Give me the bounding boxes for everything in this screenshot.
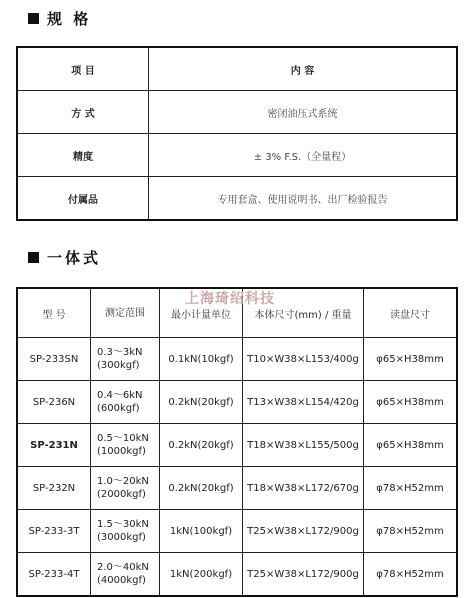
size-cell: T25×W38×L172/900g	[243, 553, 364, 597]
spec-table	[16, 46, 458, 221]
square-bullet-icon	[28, 252, 39, 263]
range-cell	[91, 381, 160, 424]
range-kn: 1.0～20kN	[97, 476, 149, 487]
size-cell: T13×W38×L154/420g	[243, 381, 364, 424]
unit-cell: 0.1kN(10kgf)	[160, 338, 243, 381]
dial-cell: φ78×H52mm	[364, 510, 458, 553]
unit-cell: 0.2kN(20kgf)	[160, 424, 243, 467]
spec-row	[17, 177, 457, 221]
table-row	[17, 553, 457, 597]
size-cell: T25×W38×L172/900g	[243, 510, 364, 553]
spec-key: 精度	[17, 134, 149, 177]
model-cell: SP-232N	[17, 467, 91, 510]
range-kgf: (3000kgf)	[97, 532, 146, 543]
column-header: 读盘尺寸	[364, 288, 458, 338]
dial-cell: φ78×H52mm	[364, 553, 458, 597]
range-kgf: (2000kgf)	[97, 489, 146, 500]
range-cell	[91, 553, 160, 597]
unit-cell: 0.2kN(20kgf)	[160, 381, 243, 424]
table-row	[17, 510, 457, 553]
range-kn: 0.4～6kN	[97, 390, 143, 401]
table-row	[17, 338, 457, 381]
model-cell: SP-236N	[17, 381, 91, 424]
model-cell: SP-231N	[17, 424, 91, 467]
size-cell: T18×W38×L155/500g	[243, 424, 364, 467]
column-header: 测定范围	[91, 288, 160, 338]
range-kn: 0.5～10kN	[97, 433, 149, 444]
unit-cell: 0.2kN(20kgf)	[160, 467, 243, 510]
range-cell	[91, 467, 160, 510]
model-cell: SP-233-4T	[17, 553, 91, 597]
dial-cell: φ65×H38mm	[364, 338, 458, 381]
dial-cell: φ65×H38mm	[364, 424, 458, 467]
unit-cell: 1kN(200kgf)	[160, 553, 243, 597]
spec-value: 内 容	[149, 47, 458, 91]
spec-key: 方 式	[17, 91, 149, 134]
range-cell	[91, 338, 160, 381]
range-kn: 1.5～30kN	[97, 519, 149, 530]
model-section-title: 一体式	[28, 247, 101, 268]
square-bullet-icon	[28, 13, 39, 24]
range-kn: 2.0～40kN	[97, 562, 149, 573]
spec-key: 付属品	[17, 177, 149, 221]
model-table	[16, 287, 458, 597]
dial-cell: φ65×H38mm	[364, 381, 458, 424]
table-row	[17, 424, 457, 467]
spec-value: ± 3% F.S.（全量程）	[149, 134, 458, 177]
table-row	[17, 467, 457, 510]
size-cell: T10×W38×L153/400g	[243, 338, 364, 381]
column-header: 最小计量单位	[160, 288, 243, 338]
spec-row	[17, 134, 457, 177]
range-cell	[91, 424, 160, 467]
range-kgf: (300kgf)	[97, 360, 140, 371]
model-cell: SP-233-3T	[17, 510, 91, 553]
spec-key: 项 目	[17, 47, 149, 91]
model-cell: SP-233SN	[17, 338, 91, 381]
column-header: 型 号	[17, 288, 91, 338]
range-kgf: (4000kgf)	[97, 575, 146, 586]
range-kgf: (1000kgf)	[97, 446, 146, 457]
spec-value: 专用套盒、使用说明书、出厂检验报告	[149, 177, 458, 221]
spec-section-title: 规 格	[28, 8, 91, 29]
range-kn: 0.3～3kN	[97, 347, 143, 358]
spec-row	[17, 91, 457, 134]
spec-value: 密闭油压式系统	[149, 91, 458, 134]
dial-cell: φ78×H52mm	[364, 467, 458, 510]
spec-row	[17, 47, 457, 91]
column-header: 本体尺寸(mm) / 重量	[243, 288, 364, 338]
watermark-text: 上海琦绍科技	[185, 291, 275, 307]
size-cell: T18×W38×L172/670g	[243, 467, 364, 510]
unit-cell: 1kN(100kgf)	[160, 510, 243, 553]
range-cell	[91, 510, 160, 553]
range-kgf: (600kgf)	[97, 403, 140, 414]
table-row	[17, 381, 457, 424]
